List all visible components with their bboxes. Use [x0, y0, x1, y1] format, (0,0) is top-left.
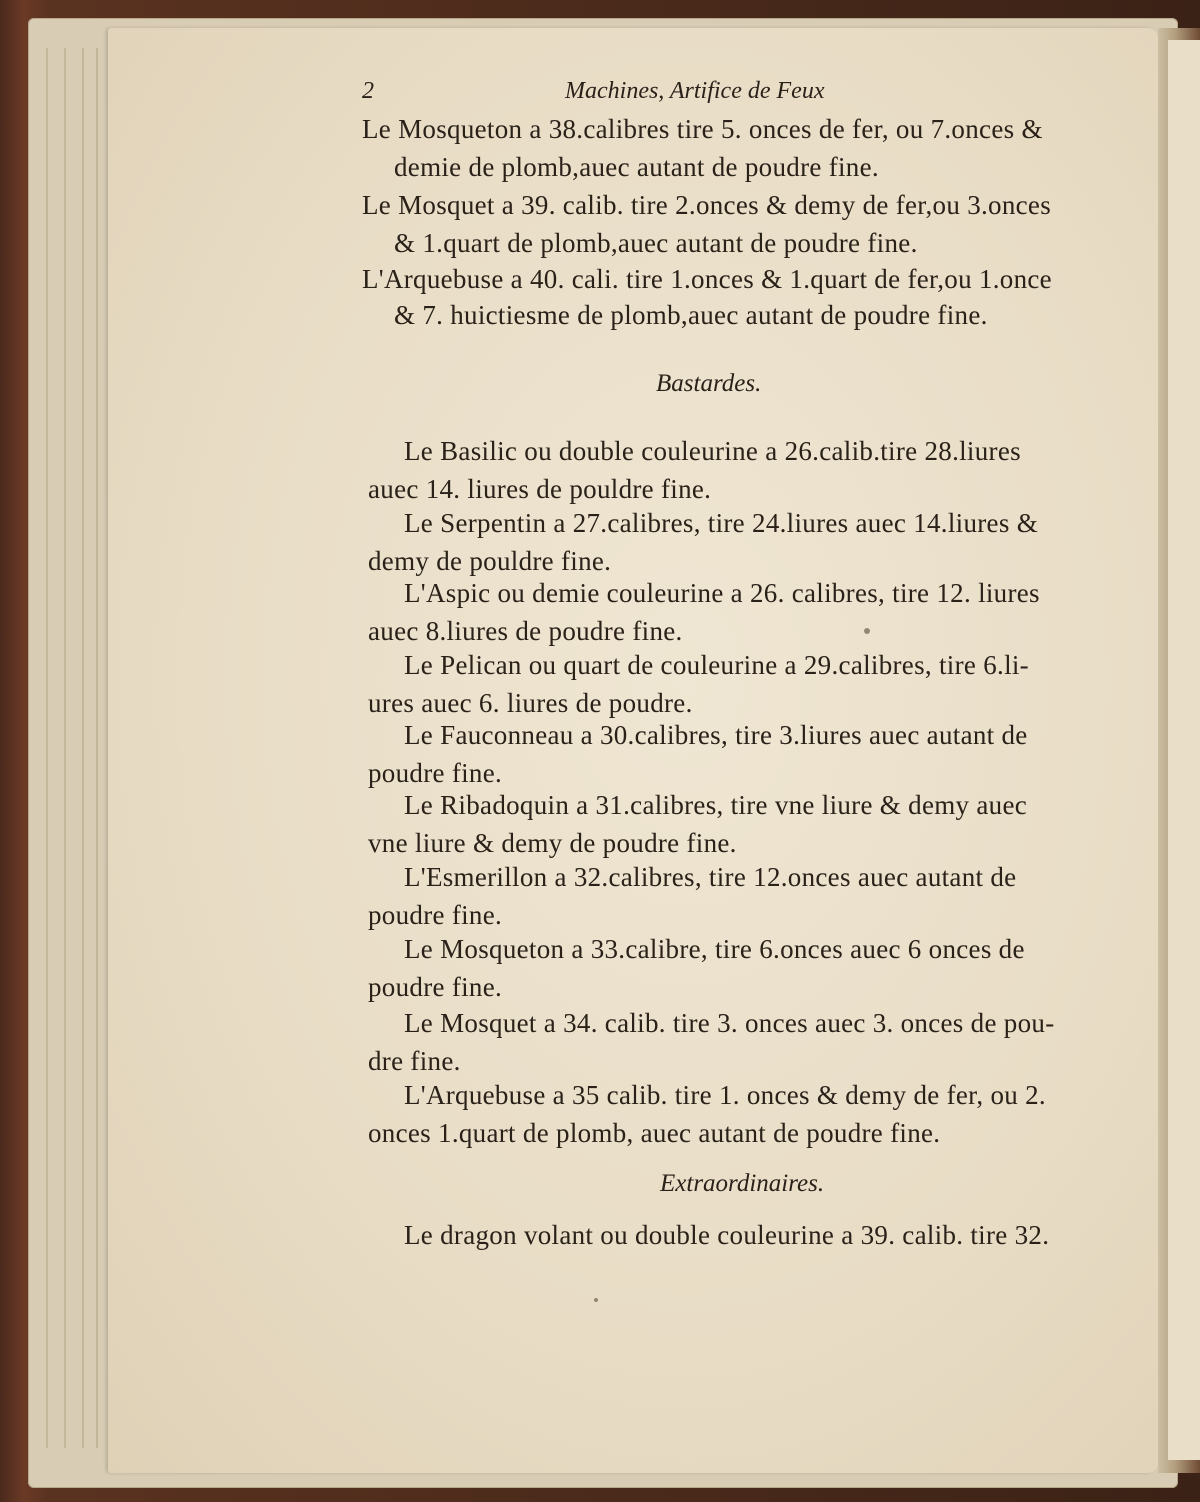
page-edge — [46, 48, 48, 1448]
entry-line: L'Arquebuse a 40. cali. tire 1.onces & 1.quart de fer,ou 1.once — [362, 264, 1052, 294]
page-edge — [96, 48, 98, 1448]
entry-line: Le Fauconneau a 30.calibres, tire 3.liures auec autant de — [404, 720, 1028, 750]
entry-line: Le Mosqueton a 33.calibre, tire 6.onces auec 6 onces de — [404, 934, 1025, 964]
entry-line: ures auec 6. liures de poudre. — [368, 688, 693, 718]
entry-line: poudre fine. — [368, 972, 503, 1002]
entry-line: & 7. huictiesme de plomb,auec autant de poudre fine. — [394, 300, 988, 330]
entry-line: auec 14. liures de pouldre fine. — [368, 474, 712, 504]
entry-line: Le Pelican ou quart de couleurine a 29.calibres, tire 6.li- — [404, 650, 1029, 680]
section-heading-bastardes: Bastardes. — [656, 370, 762, 397]
entry-line: L'Arquebuse a 35 calib. tire 1. onces & demy de fer, ou 2. — [404, 1080, 1046, 1110]
right-page-sliver — [1168, 40, 1200, 1460]
entry-line: Le Basilic ou double couleurine a 26.calib.tire 28.liures — [404, 436, 1021, 466]
section-heading-extraordinaires: Extraordinaires. — [660, 1170, 825, 1197]
entry-line: poudre fine. — [368, 900, 503, 930]
entry-line: Le Mosqueton a 38.calibres tire 5. onces de fer, ou 7.onces & — [362, 114, 1043, 144]
entry-line: & 1.quart de plomb,auec autant de poudre fine. — [394, 228, 918, 258]
entry-line: poudre fine. — [368, 758, 503, 788]
entry-line: Le Mosquet a 39. calib. tire 2.onces & demy de fer,ou 3.onces — [362, 190, 1052, 220]
entry-line: onces 1.quart de plomb, auec autant de poudre fine. — [368, 1118, 941, 1148]
entry-line: dre fine. — [368, 1046, 461, 1076]
entry-line: Le dragon volant ou double couleurine a 39. calib. tire 32. — [404, 1220, 1050, 1250]
page-edge — [64, 48, 66, 1448]
paper-stain — [864, 628, 870, 634]
page-number: 2 — [362, 78, 374, 104]
entry-line: Le Mosquet a 34. calib. tire 3. onces auec 3. onces de pou- — [404, 1008, 1055, 1038]
entry-line: L'Aspic ou demie couleurine a 26. calibres, tire 12. liures — [404, 578, 1040, 608]
entry-line: auec 8.liures de poudre fine. — [368, 616, 683, 646]
entry-line: demy de pouldre fine. — [368, 546, 612, 576]
paper-stain — [594, 1298, 598, 1302]
entry-line: Le Serpentin a 27.calibres, tire 24.liures auec 14.liures & — [404, 508, 1038, 538]
entry-line: vne liure & demy de poudre fine. — [368, 828, 737, 858]
entry-line: Le Ribadoquin a 31.calibres, tire vne liure & demy auec — [404, 790, 1028, 820]
page-edge — [82, 48, 84, 1448]
running-title: Machines, Artifice de Feux — [565, 78, 825, 104]
entry-line: demie de plomb,auec autant de poudre fine. — [394, 152, 879, 182]
entry-line: L'Esmerillon a 32.calibres, tire 12.onces auec autant de — [404, 862, 1017, 892]
